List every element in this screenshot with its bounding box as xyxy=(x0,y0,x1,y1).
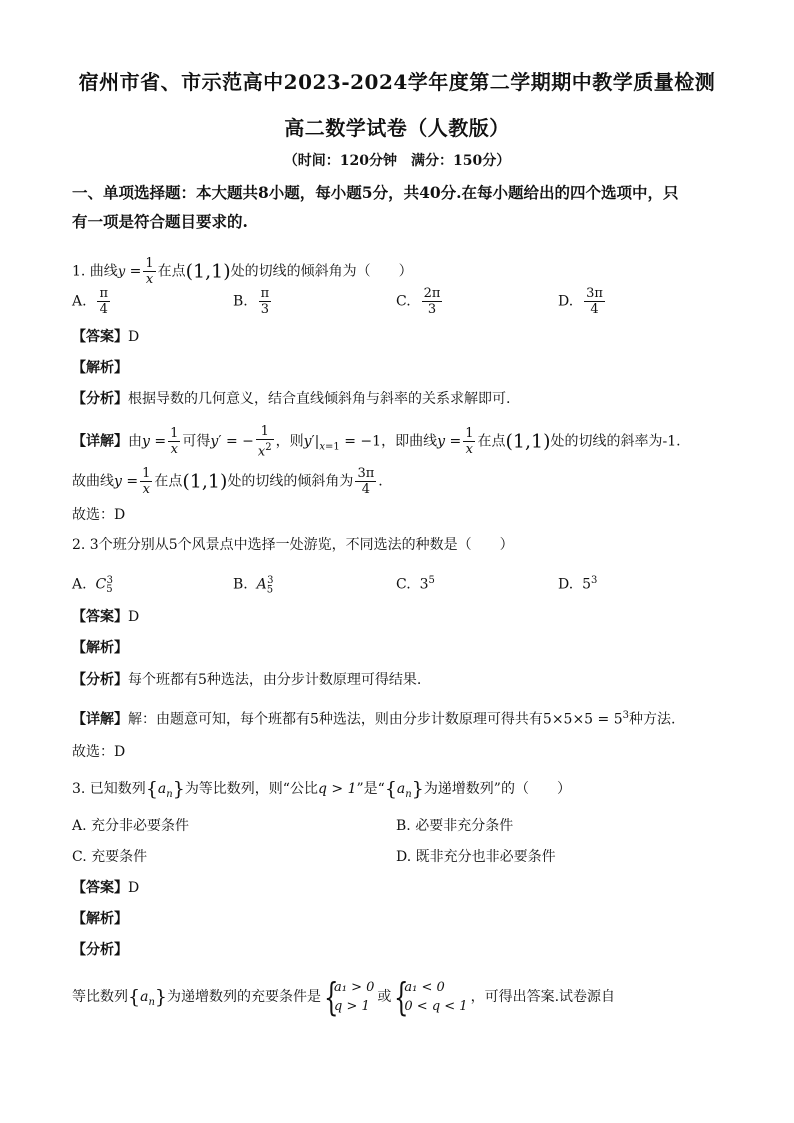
q3-fenxi-text: 等比数列$\{a_n\}$为递增数列的充要条件是 { a₁ > 0 q > 1 或 { a₁ < 0 0 < q < 1 ，可得出答案.试卷源自 xyxy=(72,975,616,1019)
q2-stem: 2. 3个班分别从5个风景点中选择一处游览，不同选法的种数是（ ） xyxy=(72,537,514,553)
q2-analysis-tag: 【解析】 xyxy=(72,640,128,656)
q3-condition-system-2: { a₁ < 0 0 < q < 1 xyxy=(394,975,468,1019)
q2-choose: 故选：D xyxy=(72,744,126,760)
q2-option-d: D. $5^3$ xyxy=(558,575,598,593)
q2-option-c: C. $3^5$ xyxy=(396,575,435,593)
q1-stem: 1. 曲线y = $\frac{1}{x}$ 在点(1,1)处的切线的倾斜角为（ ） xyxy=(72,256,413,287)
q3-option-b: B. 必要非充分条件 xyxy=(396,818,514,834)
q2-detail: 【详解】解：由题意可知，每个班都有5种选法，则由分步计数原理可得共有$5\times 5\times 5 = 5^3$种方法. xyxy=(72,710,676,728)
q1-detail: 【详解】由y = $\frac{1}{x}$ 可得y′ = − $\frac{1}{x^2}$ ，则$y'|_{x=1} = -1$，即曲线y = $\frac{1}{x}$ 在点(1,1)处的切线的斜率为-1. xyxy=(72,424,681,460)
q1-choose: 故选：D xyxy=(72,507,126,523)
q1-analysis-tag: 【解析】 xyxy=(72,360,128,376)
q2-fenxi: 【分析】每个班都有5种选法，由分步计数原理可得结果. xyxy=(72,672,422,688)
q1-answer: 【答案】D xyxy=(72,329,140,345)
exam-title: 宿州市省、市示范高中2023-2024学年度第二学期期中教学质量检测 xyxy=(78,70,716,94)
q3-option-a: A. 充分非必要条件 xyxy=(72,818,190,834)
q2-option-a: A. $C_5^3$ xyxy=(72,575,113,596)
q1-option-d: D. $\frac{3\pi}{4}$ xyxy=(558,286,603,317)
q1-option-c: C. $\frac{2\pi}{3}$ xyxy=(396,286,441,317)
exam-time-info: （时间：120分钟 满分：150分） xyxy=(283,153,511,169)
q1-option-a: A. $\frac{\pi}{4}$ xyxy=(72,286,109,317)
section-heading: 一、单项选择题：本大题共8小题，每小题5分，共40分.在每小题给出的四个选项中，只 有一项是符合题目要求的. xyxy=(72,183,679,231)
q3-stem: 3. 已知数列$\{a_n\}$为等比数列，则“公比q > 1”是“$\{a_n\}$为递增数列”的（ ） xyxy=(72,778,571,800)
q2-answer: 【答案】D xyxy=(72,609,140,625)
q3-answer: 【答案】D xyxy=(72,880,140,896)
q1-conclusion: 故曲线y = $\frac{1}{x}$ 在点(1,1)处的切线的倾斜角为 $\frac{3\pi}{4}$ . xyxy=(72,466,383,497)
q3-analysis-tag: 【解析】 xyxy=(72,911,128,927)
q2-option-b: B. $A_5^3$ xyxy=(233,575,274,596)
q3-condition-system-1: { a₁ > 0 q > 1 xyxy=(324,975,375,1019)
q3-option-c: C. 充要条件 xyxy=(72,849,148,865)
q3-fenxi-tag: 【分析】 xyxy=(72,942,128,958)
q1-frac-1-over-x: $\frac{1}{x}$ xyxy=(145,256,154,287)
q1-option-b: B. $\frac{\pi}{3}$ xyxy=(233,286,270,317)
q3-option-d: D. 既非充分也非必要条件 xyxy=(396,849,556,865)
exam-subtitle: 高二数学试卷（人教版） xyxy=(284,116,510,140)
q1-fenxi: 【分析】根据导数的几何意义，结合直线倾斜角与斜率的关系求解即可. xyxy=(72,391,511,407)
